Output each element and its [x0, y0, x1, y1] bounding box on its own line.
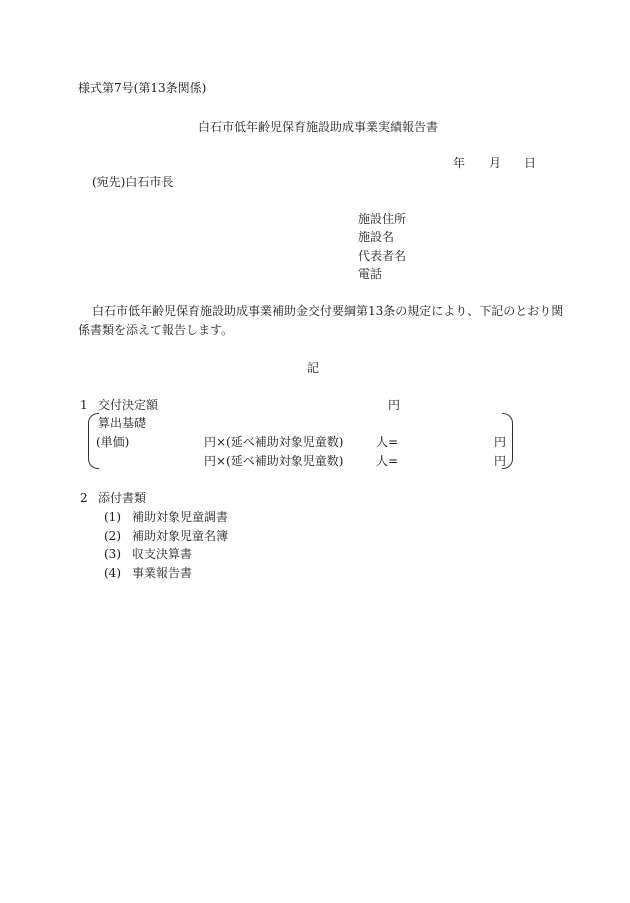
basis-label: 算出基礎: [98, 416, 147, 430]
calc-row-1-formula: 円×(延べ補助対象児童数): [204, 435, 344, 449]
attachment-1-number: (1): [104, 510, 121, 524]
attachment-2-label: 補助対象児童名簿: [132, 529, 229, 543]
facility-name-label: 施設名: [358, 230, 395, 244]
calc-row-1-yen: 円: [494, 435, 507, 449]
phone-label: 電話: [358, 267, 383, 281]
date-year-label: 年: [453, 156, 466, 170]
section-1-title: 交付決定額: [98, 398, 159, 412]
facility-address-label: 施設住所: [358, 212, 407, 226]
calc-row-2-formula: 円×(延べ補助対象児童数): [204, 454, 344, 468]
calc-row-2-persons: 人=: [376, 454, 399, 468]
date-day-label: 日: [524, 156, 537, 170]
ki-heading: 記: [307, 361, 320, 375]
date-month-label: 月: [489, 156, 502, 170]
attachment-3-number: (3): [104, 547, 121, 561]
attachment-4-label: 事業報告書: [132, 566, 193, 580]
grant-amount-unit: 円: [388, 398, 401, 412]
attachment-4-number: (4): [104, 566, 121, 580]
attachment-3-label: 収支決算書: [132, 547, 193, 561]
attachment-2-number: (2): [104, 529, 121, 543]
unit-price-label: (単価): [96, 435, 130, 449]
section-2-title: 添付書類: [98, 491, 147, 505]
calc-row-1-persons: 人=: [376, 435, 399, 449]
section-2-number: 2: [80, 491, 88, 505]
attachment-1-label: 補助対象児童調書: [132, 510, 229, 524]
body-text-line-1: 白石市低年齢児保育施設助成事業補助金交付要綱第13条の規定により、下記のとおり関: [92, 304, 564, 318]
representative-name-label: 代表者名: [358, 249, 407, 263]
addressee: (宛先)白石市長: [92, 175, 174, 189]
form-number: 様式第7号(第13条関係): [78, 81, 207, 95]
section-1-number: 1: [80, 398, 88, 412]
document-title: 白石市低年齢児保育施設助成事業実績報告書: [198, 120, 439, 134]
body-text-line-2: 係書類を添えて報告します。: [78, 323, 234, 337]
calc-row-2-yen: 円: [494, 454, 507, 468]
